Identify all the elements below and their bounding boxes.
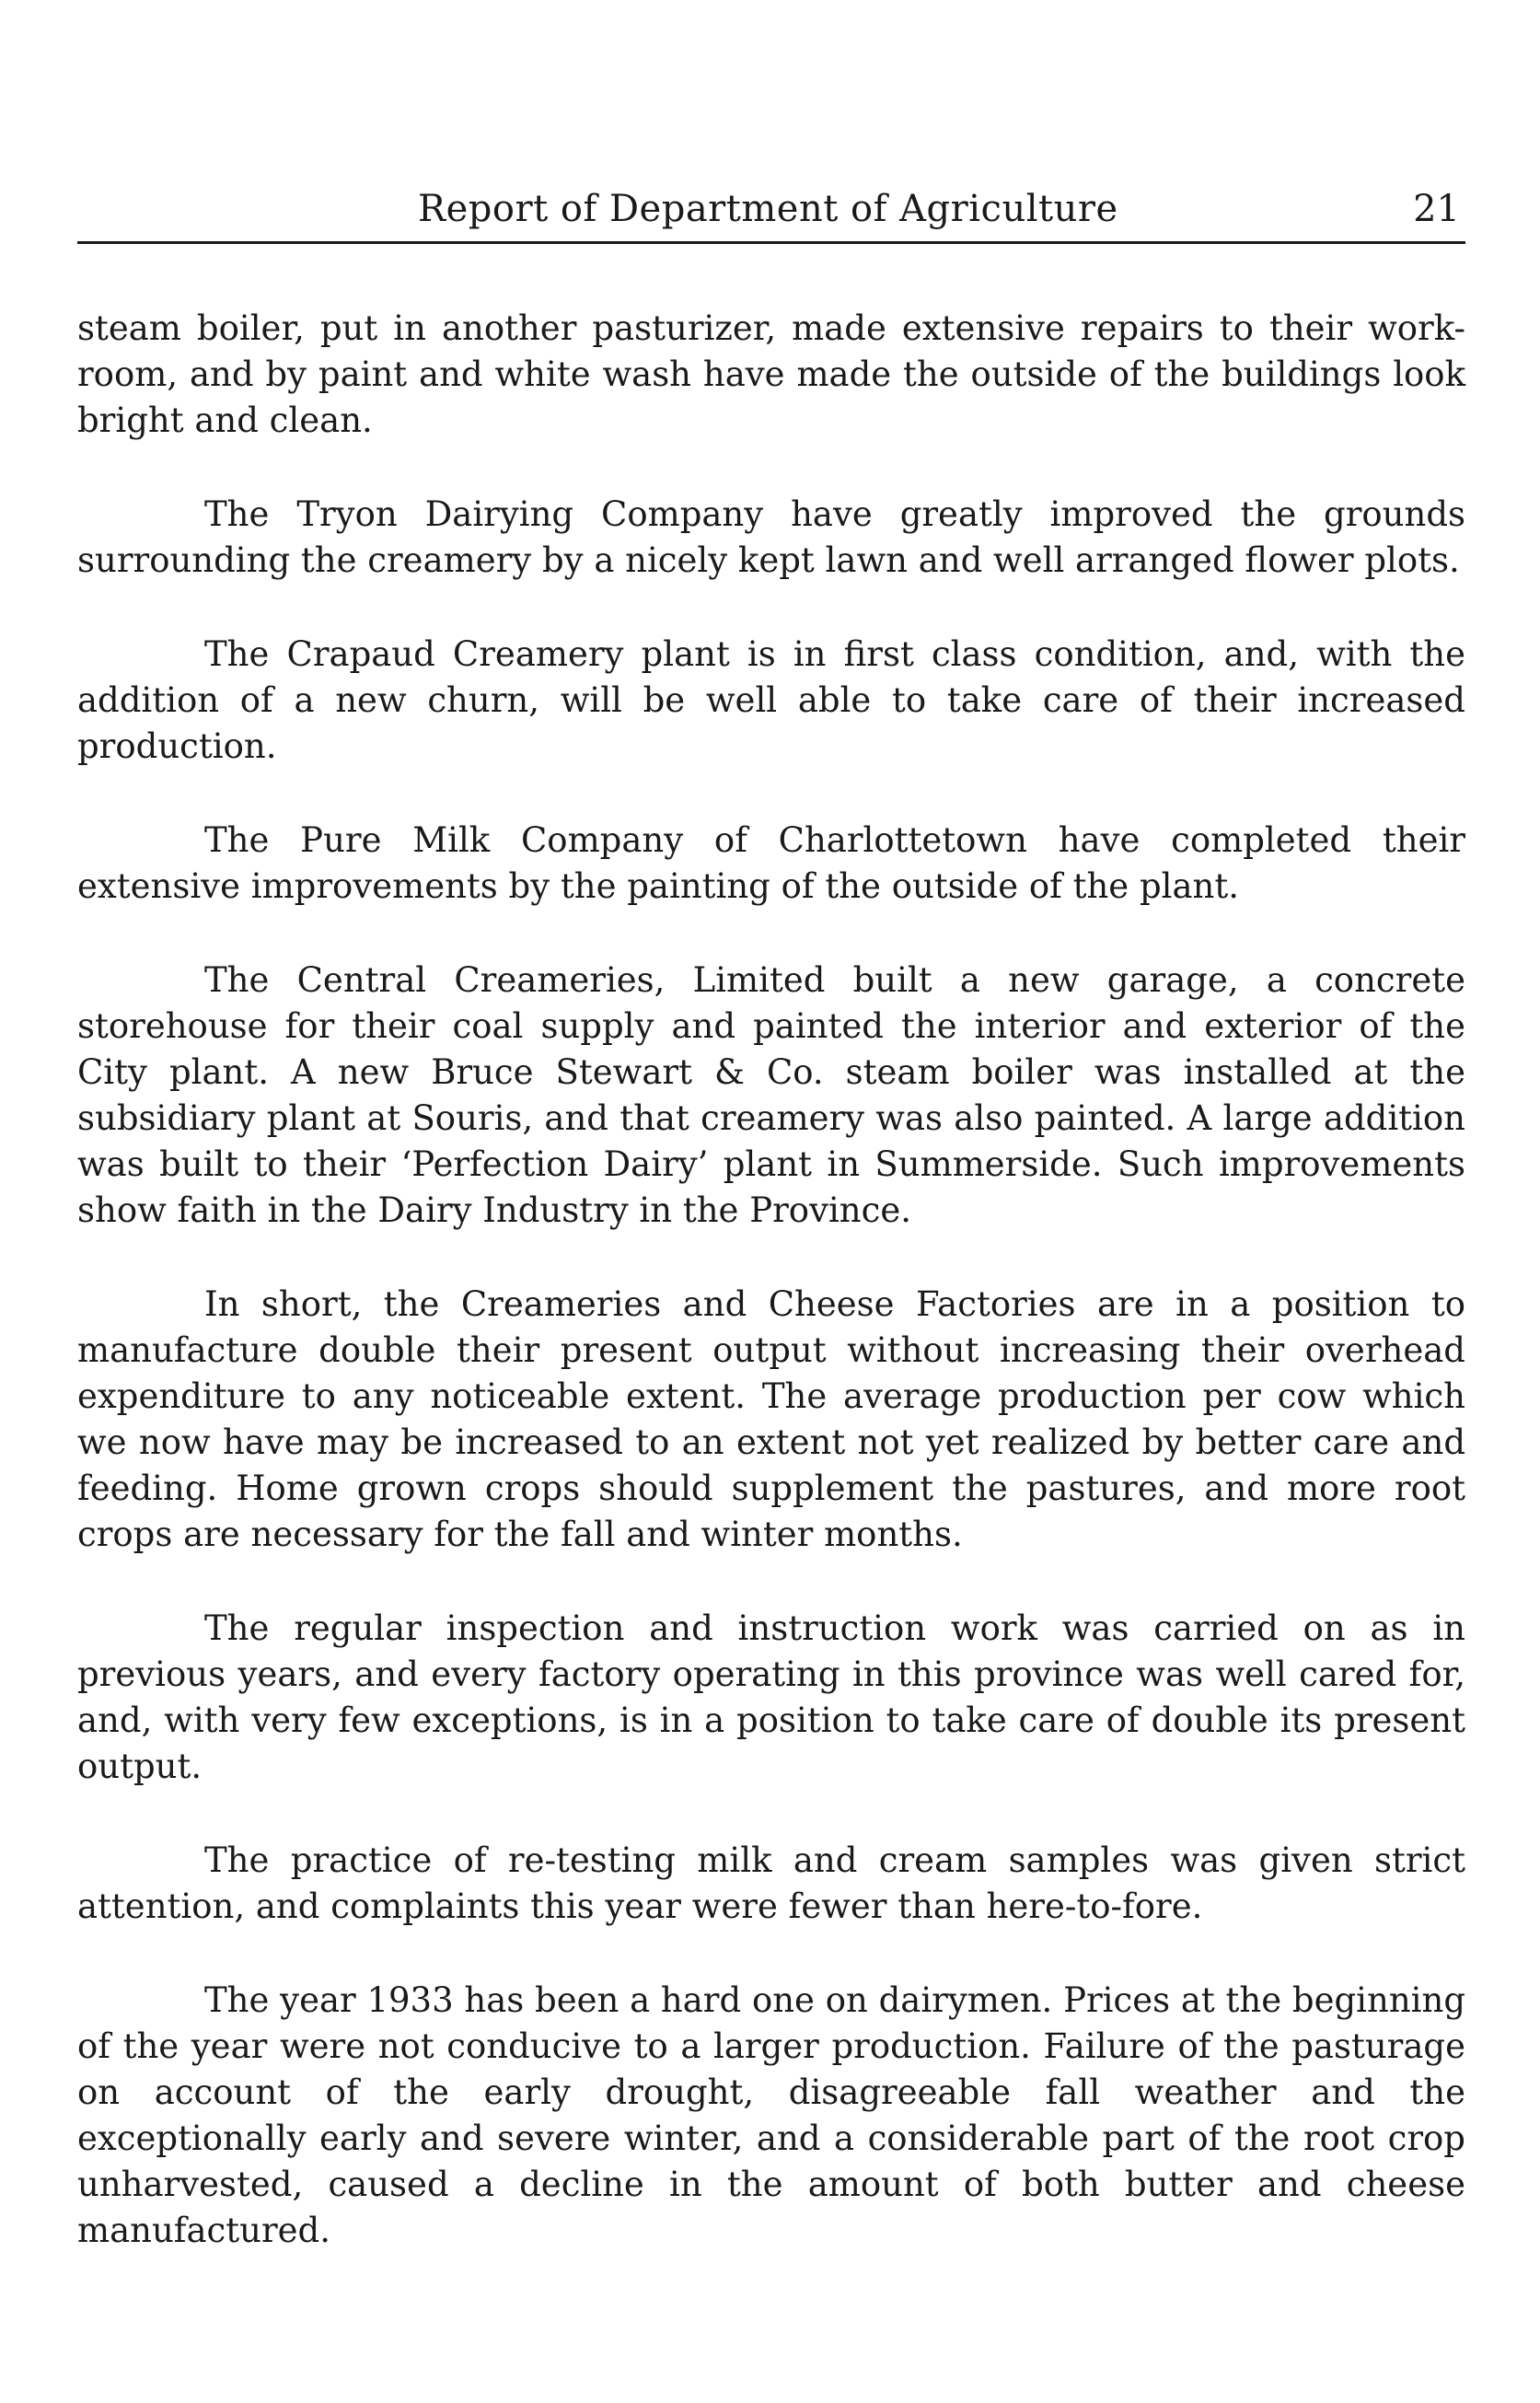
page-number: 21 [1413,188,1460,230]
header-rule [77,241,1465,244]
paragraph-central-creameries: The Central Creameries, Limited built a new garage, a concrete storehouse for their coal supply and painted the interior and exterior of the City plant. A new Bruce Stewart & Co. steam boiler was installed at the subsidiary plant at Souris, and that creamery was also painted. A large addition was built to their ‘Perfection Dairy’ plant in Summerside. Such improvements show faith in the Dairy Industry in the Province. [77,960,1465,1230]
paragraph-crapaud-creamery: The Crapaud Creamery plant is in first class condition, and, with the addition of a new churn, will be well able to take care of their increased production. [77,634,1465,766]
paragraph-regular-inspection: The regular inspection and instruction work was carried on as in previous years, and every factory operating in this province was well cared for, and, with very few exceptions, is in a position to take care of double its present output. [77,1608,1465,1786]
paragraph-tryon-dairying: The Tryon Dairying Company have greatly improved the grounds surrounding the creamery by a nicely kept lawn and well arranged flower plots. [77,494,1465,580]
paragraph-pure-milk-company: The Pure Milk Company of Charlottetown have completed their extensive improvements by the painting of the outside of the plant. [77,820,1465,906]
running-title: Report of Department of Agriculture [418,188,1118,230]
body-text [77,306,1465,2302]
page-header [77,180,1465,238]
paragraph-year-1933: The year 1933 has been a hard one on dairymen. Prices at the beginning of the year were not conducive to a larger production. Failure of the pasturage on account of the early drought, disagreeable fall weather and the exceptionally early and severe winter, and a considerable part of the root crop unharvested, caused a decline in the amount of both butter and cheese manufactured. [77,1980,1466,2250]
paragraph-re-testing: The practice of re-testing milk and cream samples was given strict attention, and complaints this year were fewer than here-to-fore. [77,1840,1465,1926]
paragraph-in-short: In short, the Creameries and Cheese Factories are in a position to manufacture double their present output without increasing their overhead expenditure to any noticeable extent. The average production per cow which we now have may be increased to an extent not yet realized by better care and feeding. Home grown crops should supplement the pastures, and more root crops are necessary for the fall and winter months. [77,1284,1465,1554]
paragraph-continuation: steam boiler, put in another pasturizer, made extensive repairs to their work-room, and by paint and white wash have made the outside of the buildings look bright and clean. [77,308,1465,440]
